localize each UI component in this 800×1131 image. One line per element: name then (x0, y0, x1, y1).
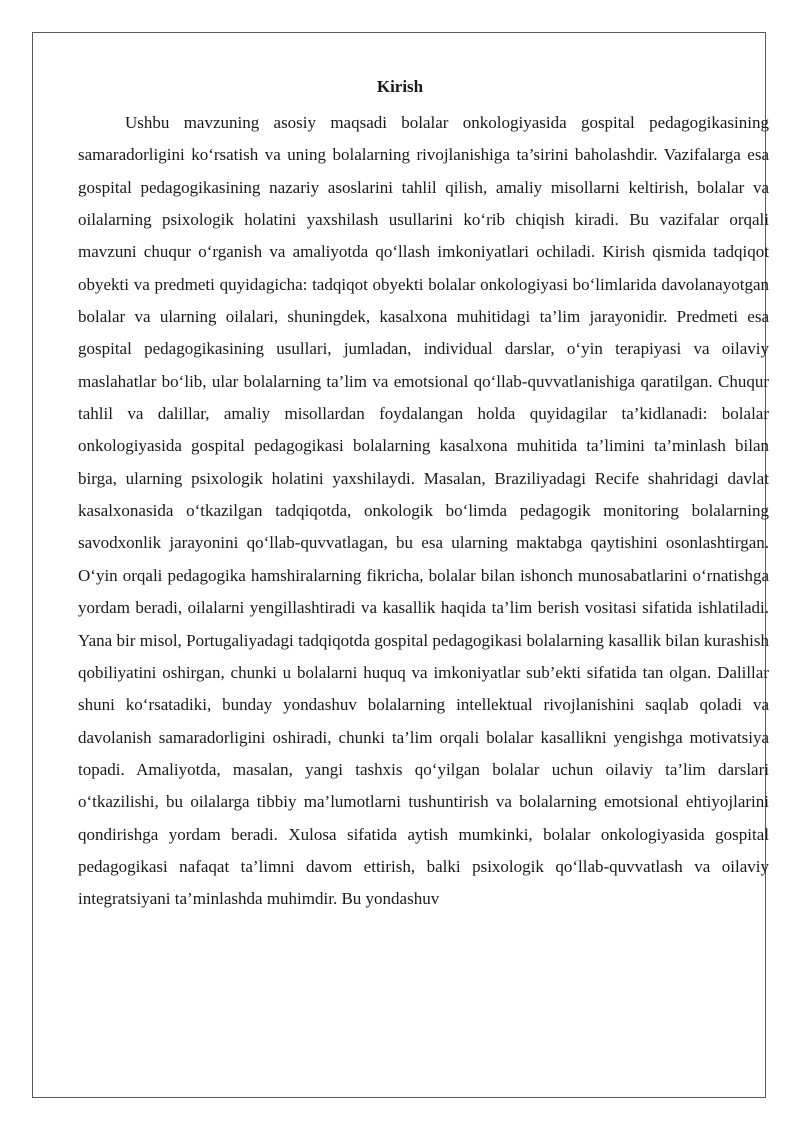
body-paragraph: Ushbu mavzuning asosiy maqsadi bolalar onkologiyasida gospital pedagogikasining samaradorligini ko‘rsatish va uning bolalarning rivojlanishiga ta’sirini baholashdir. Vazifalarga esa gospital pedagogikasining nazariy asoslarini tahlil qilish, amaliy misollarni keltirish, bolalar va oilalarning psixologik holatini yaxshilash usullarini ko‘rib chiqish kiradi. Bu vazifalar orqali mavzuni chuqur o‘rganish va amaliyotda qo‘llash imkoniyatlari ochiladi. Kirish qismida tadqiqot obyekti va predmeti quyidagicha: tadqiqot obyekti bolalar onkologiyasi bo‘limlarida davolanayotgan bolalar va ularning oilalari, shuningdek, kasalxona muhitidagi ta’lim jarayonidir. Predmeti esa gospital pedagogikasining usullari, jumladan, individual darslar, o‘yin terapiyasi va oilaviy maslahatlar bo‘lib, ular bolalarning ta’lim va emotsional qo‘llab-quvvatlanishiga qaratilgan. Chuqur tahlil va dalillar, amaliy misollardan foydalangan holda quyidagilar ta’kidlanadi: bolalar onkologiyasida gospital pedagogikasi bolalarning kasalxona muhitida ta’limini ta’minlash bilan birga, ularning psixologik holatini yaxshilaydi. Masalan, Braziliyadagi Recife shahridagi davlat kasalxonasida o‘tkazilgan tadqiqotda, onkologik bo‘limda pedagogik monitoring bolalarning savodxonlik jarayonini qo‘llab-quvvatlagan, bu esa ularning maktabga qaytishini osonlashtirgan. O‘yin orqali pedagogika hamshiralarning fikricha, bolalar bilan ishonch munosabatlarini o‘rnatishga yordam beradi, oilalarni yengillashtiradi va kasallik haqida ta’lim berish vositasi sifatida ishlatiladi. Yana bir misol, Portugaliyadagi tadqiqotda gospital pedagogikasi bolalarning kasallik bilan kurashish qobiliyatini oshirgan, chunki u bolalarni huquq va imkoniyatlar sub’ekti sifatida tan olgan. Dalillar shuni ko‘rsatadiki, bunday yondashuv bolalarning intellektual rivojlanishini saqlab qoladi va davolanish samaradorligini oshiradi, chunki ta’lim orqali bolalar kasallikni yengishga motivatsiya topadi. Amaliyotda, masalan, yangi tashxis qo‘yilgan bolalar uchun oilaviy ta’lim darslari o‘tkazilishi, bu oilalarga tibbiy ma’lumotlarni tushuntirish va bolalarning emotsional ehtiyojlarini qondirishga yordam beradi. Xulosa sifatida aytish mumkinki, bolalar onkologiyasida gospital pedagogikasi nafaqat ta’limni davom ettirish, balki psixologik qo‘llab-quvvatlash va oilaviy integratsiyani ta’minlashda muhimdir. Bu yondashuv (78, 113, 769, 909)
section-title: Kirish (376, 77, 424, 96)
